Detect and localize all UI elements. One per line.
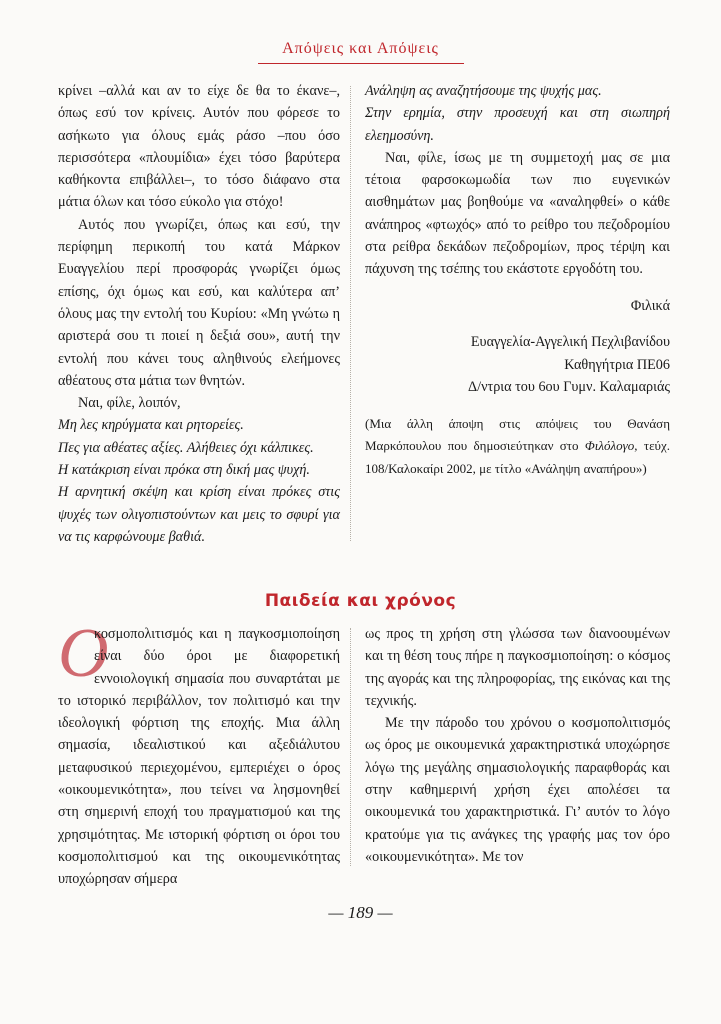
paragraph: Ναι, φίλε, ίσως με τη συμμετοχή μας σε μια τέτοια φαρσοκωμωδία των πιο ευγενικών αισθημάτων μας βοηθούμε να «αναληφθεί» ο κάθε ανάπηρος «φτωχός» από το ρείθρο του πεζοδρομίου στα ρείθρα δεκάδων πεζοδρομίων, προς τέρψη και πάχυνση της τσέπης του εκάστοτε εργοδότη του. bbox=[365, 149, 670, 278]
drop-cap: Ο bbox=[58, 615, 109, 692]
paragraph: Αυτός που γνωρίζει, όπως και εσύ, την περίφημη περικοπή του κατά Μάρκον Ευαγγελίου περί προσφοράς γνωρίζει όμως επίσης, όχι όμως και εσύ, και καλύτερα απ’ όλους μας την εντολή του Κυρίου: «Μη γνώτω η αριστερά σου τι ποιεί η δεξιά σου», αυτή την εντολή που κάνει τους αληθινούς ελεήμονες αθέατους στα μάτια των θνητών. bbox=[58, 216, 340, 389]
poem-line: Πες για αθέατες αξίες. Αλήθειες όχι κάλπικες. bbox=[58, 439, 314, 456]
paragraph: Με την πάροδο του χρόνου ο κοσμοπολιτισμός ως όρος με οικουμενικά χαρακτηριστικά υποχώρησε λόγω της μεγάλης σημασιολογικής παραφθοράς και στην καθημερινή χρήση έχει απολέσει τα οικουμενικά του χαρακτηριστικά. Γι’ αυτόν το λόγο κρατούμε για τις ανάγκες της γραφής μας τον όρο «οικουμενικότητα». Με τον bbox=[365, 715, 670, 865]
poem-line: Ανάληψη ας αναζητήσουμε της ψυχής μας. bbox=[365, 83, 602, 99]
poem-line: Μη λες κηρύγματα και ρητορείες. bbox=[58, 417, 244, 434]
right-column-top bbox=[365, 80, 670, 480]
running-head: Απόψεις και Απόψεις bbox=[282, 40, 439, 57]
paragraph: Ναι, φίλε, λοιπόν, bbox=[78, 395, 181, 412]
page-number: — 189 — bbox=[328, 903, 393, 922]
running-head-rule bbox=[258, 63, 464, 64]
note-prefix: (Μια άλλη άποψη στις απόψεις του Θανάση Μαρκόπουλου που δημοσιεύτηκαν στο bbox=[365, 415, 670, 454]
left-column-bottom bbox=[58, 615, 340, 891]
poem-line: Η κατάκριση είναι πρόκα στη δική μας ψυχή. bbox=[58, 462, 310, 479]
closing: Φιλικά bbox=[630, 297, 670, 314]
author-role: Καθηγήτρια ΠΕ06 bbox=[564, 356, 670, 373]
poem-line: Στην ερημία, στην προσευχή και στη σιωπηρή ελεημοσύνη. bbox=[365, 105, 670, 144]
column-divider-top bbox=[350, 86, 351, 541]
note-suffix: , τεύχ. 108/Καλοκαίρι 2002, με τίτλο «Ανάληψη αναπήρου») bbox=[365, 438, 671, 476]
paragraph: κοσμοπολιτισμός και η παγκοσμιοποίηση είναι δύο όροι με διαφορετική εννοιολογική σημασία που συναρτάται με το ιστορικό περιβάλλον, τον πολιτισμό και την ιδεολογική φόρτιση της εποχής. Μια άλλη σημασία, ιδεαλιστικού και αξεδιάλυτου μεταφυσικού περιεχομένου, εμπεριέχει ο όρος «οικουμενικότητα», που τείνει να λησμονηθεί στη σημερινή εποχή του πραγματισμού και της χρησιμότητας. Με ιστορική φόρτιση οι όροι του κοσμοπολιτισμού και της οικουμενικότητας υποχώρησαν σήμερα bbox=[58, 626, 340, 888]
author-name: Ευαγγελία-Αγγελική Πεχλιβανίδου bbox=[470, 333, 670, 350]
author-school: Δ/ντρια του 6ου Γυμν. Καλαμαριάς bbox=[468, 379, 670, 396]
paragraph: ως προς τη χρήση στη γλώσσα των διανοουμένων και τη θέση τους πήρε η παγκοσμιοποίηση: ο κόσμος της αγοράς και της πληροφορίας, της εικόνας και της τεχνικής. bbox=[365, 626, 670, 709]
section-title: Παιδεία και χρόνος bbox=[264, 591, 457, 611]
paragraph: κρίνει –αλλά και αν το είχε δε θα το έκανε–, όπως εσύ τον κρίνεις. Αυτόν που φόρεσε το ασήκωτο για όλους εμάς ράσο –που όσο περισσότερα «πλουμίδια» έχει τόσο βαρύτερα καθήκοντα επιβάλλει–, το τόσο διάφανο στα μάτια όλων και τόσο εύκολο για στόχο! bbox=[58, 83, 340, 211]
editorial-note bbox=[365, 413, 670, 481]
left-column-top bbox=[58, 80, 340, 548]
journal-name: Φιλόλογο bbox=[584, 438, 635, 454]
signature bbox=[365, 331, 670, 399]
right-column-bottom bbox=[365, 623, 670, 868]
poem-line: Η αρνητική σκέψη και κρίση είναι πρόκες στις ψυχές των ολιγοπιστούντων και μεις το σφυρί για να τις καρφώνουμε βαθιά. bbox=[58, 484, 340, 545]
column-divider-bottom bbox=[350, 628, 351, 866]
